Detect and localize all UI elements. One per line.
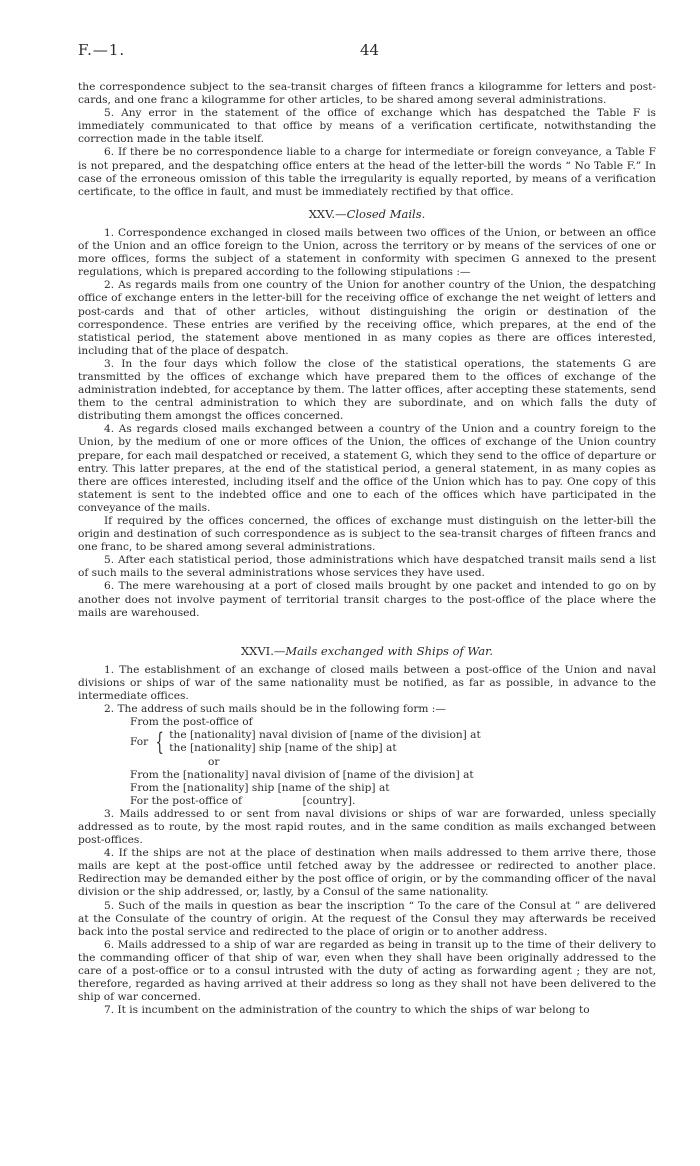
xxv-paragraph-4: 4. As regards closed mails exchanged between a country of the Union and a country foreign to the Union, by the medium of one or more offices of the Union, the offices of exchange of the Union country prepare, for each mail despatched or received, a statement G, which they send to the office of departure or entry. This latter prepares, at the end of the statistical period, a general statement, in as many copies as there are offices interested, including itself and the office of the Union which has to pay. One copy of this statement is sent to the indebted office and one to each of the offices which have participated in the conveyance of the mails.	[78, 423, 657, 514]
intro-paragraph-5: 5. Any error in the statement of the office of exchange which has despatched the Table F is immediately communicated to that office by means of a verification certificate, notwithstanding the correction made in the table itself.	[78, 107, 656, 146]
xxvi-paragraph-7: 7. It is incumbent on the administration of the country to which the ships of war belong to	[104, 1004, 590, 1017]
address-from-line: From the post-office of	[130, 716, 253, 729]
intro-paragraph-6: 6. If there be no correspondence liable to a charge for intermediate or foreign conveyance, a Table F is not prepared, and the despatching office enters at the head of the letter-bill the words “ No Table F.” In case of the erroneous omission of this table the irregularity is equally reported, by means of a verification certificate, to the office in fault, and must be immediately rectified by that office.	[78, 146, 656, 198]
section-xxvi-heading	[78, 645, 656, 658]
xxvi-paragraph-3: 3. Mails addressed to or sent from naval divisions or ships of war are forwarded, unless specially addressed as to route, by the most rapid routes, and in the same condition as mails exchanged between post-offices.	[78, 807, 656, 847]
xxvi-paragraph-6: 6. Mails addressed to a ship of war are regarded as being in transit up to the time of their delivery to the commanding officer of that ship of war, even when they shall have been originally addressed to the care of a post-office or to a consul intrusted with the duty of acting as forwarding agent ; they are not, therefore, regarded as having arrived at their address so long as they shall not have been delivered to the ship of war concerned.	[78, 938, 656, 1004]
address-line-a: From the [nationality] naval division of [name of the division] at	[130, 768, 474, 781]
section-xxvi-number: XXVI.—	[240, 643, 286, 658]
xxv-paragraph-1: 1. Correspondence exchanged in closed mails between two offices of the Union, or between an office of the Union and an office foreign to the Union, across the territory or by means of the services of one or more offices, forms the subject of a statement in conformity with specimen G annexed to the present regulations, which is prepared according to the following stipulations :—	[78, 226, 656, 279]
xxvi-paragraph-4: 4. If the ships are not at the place of destination when mails addressed to them arrive there, those mails are kept at the post-office until fetched away by the addressee or redirected to another place. Redirection may be demanded either by the post office of origin, or by the commanding officer of the naval division or the ship addressed, or, lastly, by a Consul of the same nationality.	[78, 847, 656, 899]
address-or: or	[208, 755, 220, 768]
address-for-label: For	[130, 735, 149, 748]
section-xxvi-title: Mails exchanged with Ships of War.	[285, 643, 493, 658]
address-for-line-2: the [nationality] ship [name of the ship] at	[169, 742, 397, 755]
address-for-block	[130, 729, 656, 755]
section-xxv-heading	[78, 208, 656, 221]
page-number: 44	[360, 41, 380, 59]
address-for-line-1: the [nationality] naval division of [name of the division] at	[169, 729, 481, 742]
xxv-paragraph-3: 3. In the four days which follow the close of the statistical operations, the statements G are transmitted by the offices of exchange which have prepared them to the offices of exchange of the administration indebted, for acceptance by them. The latter offices, after accepting these statements, send them to the central administration to which they are subordinate, and on which falls the duty of distributing them amongst the offices concerned.	[78, 357, 656, 423]
xxvi-paragraph-2: 2. The address of such mails should be in the following form :—	[104, 703, 446, 716]
address-line-c: For the post-office of [country].	[130, 794, 356, 807]
section-xxv-title: Closed Mails.	[346, 206, 426, 221]
document-reference: F.—1.	[78, 41, 126, 59]
xxv-paragraph-4b: If required by the offices concerned, the offices of exchange must distinguish on the letter-bill the origin and destination of such correspondence as is subject to the sea-transit charges of fifteen francs and one franc, to be shared among several administrations.	[78, 515, 656, 554]
xxv-paragraph-6: 6. The mere warehousing at a port of closed mails brought by one packet and intended to go on by another does not involve payment of territorial transit charges to the post-office of the place where the mails are warehoused.	[78, 580, 656, 619]
xxv-paragraph-2: 2. As regards mails from one country of the Union for another country of the Union, the despatching office of exchange enters in the letter-bill for the receiving office of exchange the net weight of letters and post-cards and that of other articles, without distinguishing the origin or destination of the correspondence. These entries are verified by the receiving office, which prepares, at the end of the statistical period, the statement above mentioned in as many copies as there are offices interested, including that of the place of despatch.	[78, 279, 656, 357]
address-line-b: From the [nationality] ship [name of the ship] at	[130, 781, 390, 794]
page-body	[78, 81, 656, 1017]
xxvi-paragraph-5: 5. Such of the mails in question as bear the inscription “ To the care of the Consul at ” are delivered at the Consulate of the country of origin. At the request of the Consul they may afterwards be received back into the postal service and redirected to the place of origin or to another address.	[78, 899, 656, 938]
xxvi-paragraph-1: 1. The establishment of an exchange of closed mails between a post-office of the Union and naval divisions or ships of war of the same nationality must be notified, as far as possible, in advance to the intermediate offices.	[78, 663, 656, 703]
xxv-paragraph-5: 5. After each statistical period, those administrations which have despatched transit mails send a list of such mails to the several administrations whose services they have used.	[78, 554, 656, 580]
section-xxv-number: XXV.—	[308, 206, 347, 221]
page-header	[78, 41, 656, 62]
intro-continuation: the correspondence subject to the sea-transit charges of fifteen francs a kilogramme for letters and post-cards, and one franc a kilogramme for other articles, to be shared among several administrations.	[78, 81, 656, 107]
address-form	[130, 716, 656, 808]
brace-icon: {	[155, 728, 164, 757]
